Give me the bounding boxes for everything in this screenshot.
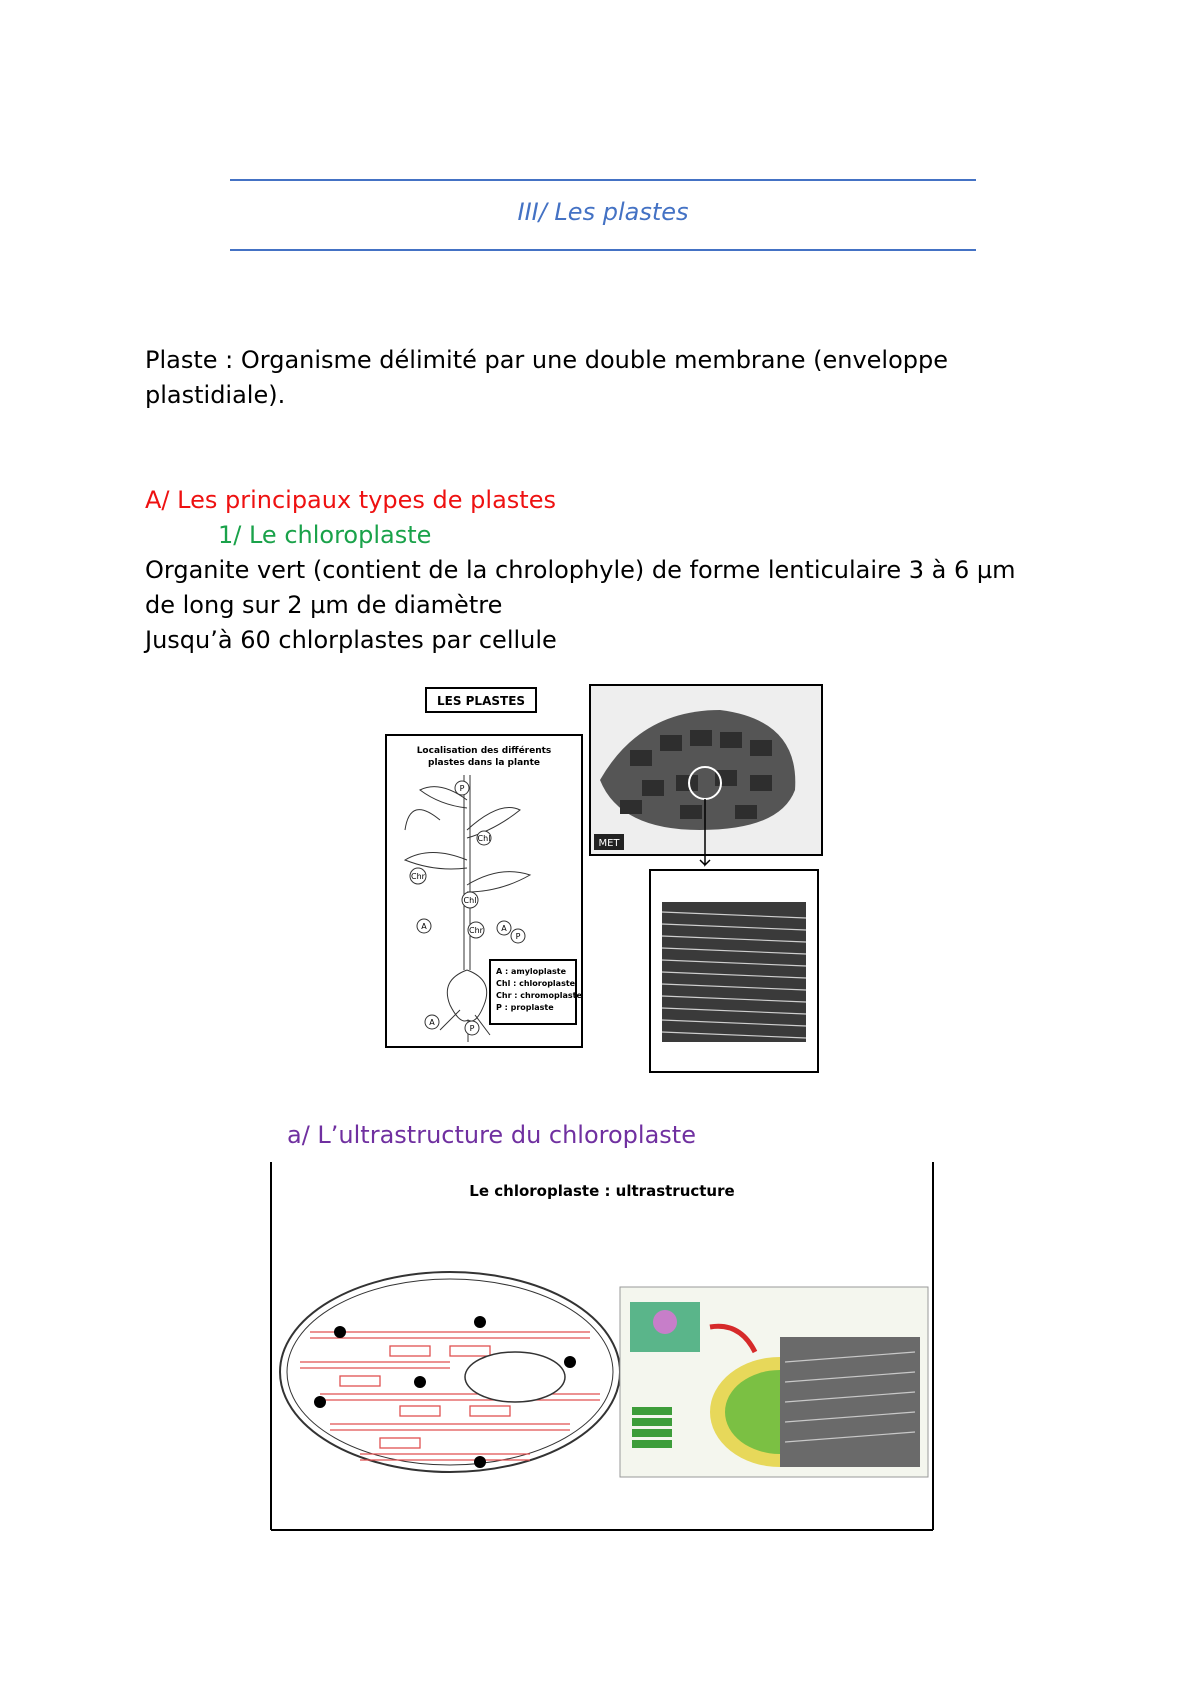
description-line-2: de long sur 2 µm de diamètre	[145, 591, 503, 619]
heading-a: A/ Les principaux types de plastes	[145, 486, 556, 514]
section-title: III/ Les plastes	[517, 198, 689, 226]
title-rule-top	[230, 179, 976, 181]
mark-chl-1: Chl	[477, 834, 491, 843]
heading-ultrastructure: a/ L’ultrastructure du chloroplaste	[287, 1121, 696, 1149]
plant-panel-title-2: plastes dans la plante	[428, 758, 540, 768]
legend-item-3: Chr : chromoplaste	[496, 991, 582, 1000]
plant-panel-title-1: Localisation des différents	[416, 746, 552, 756]
heading-chloroplaste: 1/ Le chloroplaste	[218, 521, 432, 549]
definition-line-2: plastidiale).	[145, 381, 286, 409]
figure-ultrastructure	[270, 1162, 935, 1532]
figure-box-title: LES PLASTES	[436, 694, 526, 708]
mark-p-3: P	[469, 1024, 475, 1033]
definition-line-1: Plaste : Organisme délimité par une double membrane (enveloppe	[145, 346, 949, 374]
figure-ultrastructure-drawing	[270, 1162, 935, 1532]
figure-plastes	[380, 680, 830, 1080]
legend-item-4: P : proplaste	[496, 1003, 554, 1012]
title-rule-bottom	[230, 249, 976, 251]
mark-a-2: A	[501, 924, 507, 933]
figure-plastes-drawing	[380, 680, 830, 1080]
description-line-1: Organite vert (contient de la chrolophyle) de forme lenticulaire 3 à 6 µm	[145, 556, 1016, 584]
mark-a-1: A	[421, 922, 427, 931]
mark-a-3: A	[429, 1018, 435, 1027]
mark-chr-2: Chr	[469, 926, 483, 935]
mark-chr-1: Chr	[411, 872, 425, 881]
mark-p-2: P	[515, 932, 521, 941]
legend-item-1: A : amyloplaste	[496, 967, 567, 976]
met-label: MET	[598, 838, 620, 849]
legend-item-2: Chl : chloroplaste	[496, 979, 576, 988]
mark-p-1: P	[459, 784, 465, 793]
mark-chl-2: Chl	[463, 896, 477, 905]
ultrastructure-title: Le chloroplaste : ultrastructure	[469, 1182, 735, 1200]
description-line-3: Jusqu’à 60 chlorplastes par cellule	[145, 626, 557, 654]
